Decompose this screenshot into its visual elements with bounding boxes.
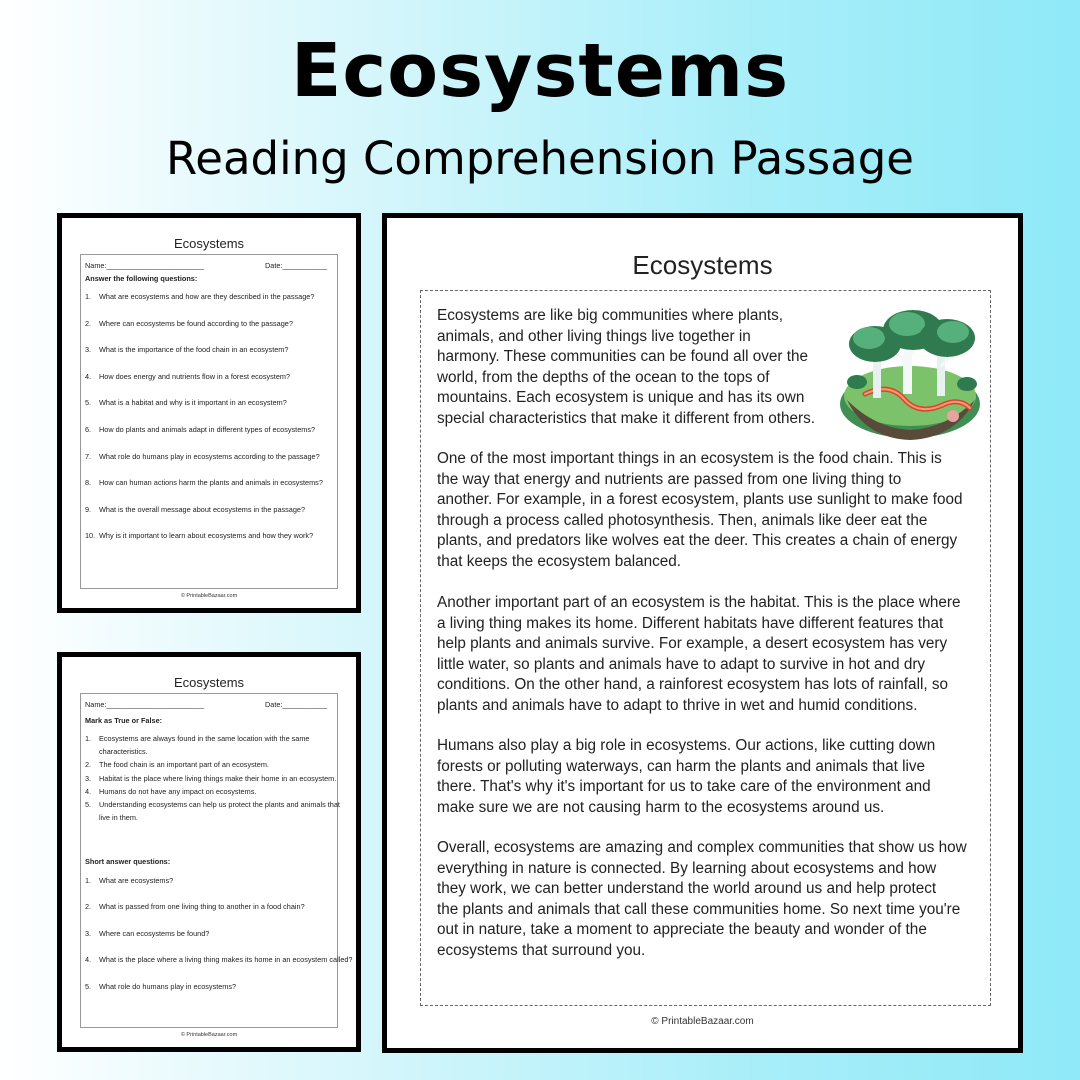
name-label: Name:________________________	[85, 261, 204, 270]
true-false-heading: Mark as True or False:	[85, 716, 163, 725]
worksheet-frame: Name:________________________ Date:___________ Answer the following questions: 1. What are ecosystems and how are they described in the passage? 2. Where can ecosystems be found according to the passage? 3. What is the importance of the food chain in an ecosystem? 4. How does energy and nutrients flow in a forest ecosystem? 5. What is a habitat and why is it important in an ecosystem? 6. How do plants and animals adapt in different types of ecosystems? 7. What role do humans play in ecosystems according to the passage? 8. How can human actions harm the plants and animals in ecosystems? 9. What is the overall message about ecosystems in the passage? 10. Why is it important to learn about ecosystems and how they work?	[80, 254, 338, 589]
worksheet-frame: Name:________________________ Date:___________ Mark as True or False: 1. Ecosystems are always found in the same location with the same characteristics. 2. The food chain is an important part of an ecosystem. 3. Habitat is the place where living things make their home in an ecosystem. 4. Humans do not have any impact on ecosystems. 5. Understanding ecosystems can help us protect the plants and animals that live in them. Short answer questions: 1. What are ecosystems? 2. What is passed from one living thing to another in a food chain? 3. Where can ecosystems be found? 4. What is the place where a living thing makes its home in an ecosystem called? 5. What role do humans play in ecosystems?	[80, 693, 338, 1028]
passage-page-preview	[382, 213, 1023, 1053]
questions-worksheet-preview	[57, 213, 361, 613]
passage-footer: © PrintableBazaar.com	[651, 1016, 754, 1027]
worksheet-title: Ecosystems	[173, 236, 245, 251]
passage-paragraph-1: Ecosystems are like big communities where plants, animals, and other living things live together in harmony. These communities can be found all over the world, from the depths of the ocean to the tops of mountains. Each ecosystem is unique and has its own special characteristics that make it different from others.	[437, 307, 816, 427]
date-label: Date:___________	[265, 700, 328, 709]
passage-paragraph-3: Another important part of an ecosystem is the habitat. This is the place where a living thing makes its home. Different habitats have different features that help plants and animals survive. For example, a desert ecosystem has very little water, so plants and animals have to adapt to survive in hot and dry conditions. On the other hand, a rainforest ecosystem has lots of rainfall, so plants and animals have to adapt to thrive in wet and humid conditions.	[437, 594, 961, 714]
short-answer-heading: Short answer questions:	[85, 857, 171, 866]
name-label: Name:________________________	[85, 700, 204, 709]
worksheet-footer: © PrintableBazaar.com	[180, 1032, 238, 1038]
passage-title: Ecosystems	[632, 250, 773, 280]
main-subtitle: Reading Comprehension Passage	[166, 132, 914, 185]
passage-paragraph-2: One of the most important things in an ecosystem is the food chain. This is the way that energy and nutrients are passed from one living thing to another. For example, in a forest ecosystem, plants use sunlight to make food through a process called photosynthesis. Then, animals like deer eat the plants, and predators like wolves eat the deer. This creates a chain of energy that keeps the ecosystem balanced.	[437, 450, 963, 570]
forest-ecosystem-illustration	[835, 304, 985, 444]
date-label: Date:___________	[265, 261, 328, 270]
true-false-worksheet-preview	[57, 652, 361, 1052]
passage-paragraph-4: Humans also play a big role in ecosystems. Our actions, like cutting down forests or polluting waterways, can harm the plants and animals that live there. That's why it's important for us to take care of the environment and make sure we are not causing harm to the ecosystems around us.	[437, 737, 936, 816]
instruction-text: Answer the following questions:	[85, 274, 198, 283]
worksheet-footer: © PrintableBazaar.com	[180, 593, 238, 599]
worksheet-title: Ecosystems	[173, 675, 245, 690]
passage-paragraph-5: Overall, ecosystems are amazing and complex communities that show us how everything in nature is connected. By learning about ecosystems and how they work, we can better understand the world around us and help protect the plants and animals that call these communities home. So next time you're out in nature, take a moment to appreciate the beauty and wonder of the ecosystems that surround you.	[437, 839, 967, 959]
main-title: Ecosystems	[290, 28, 790, 114]
